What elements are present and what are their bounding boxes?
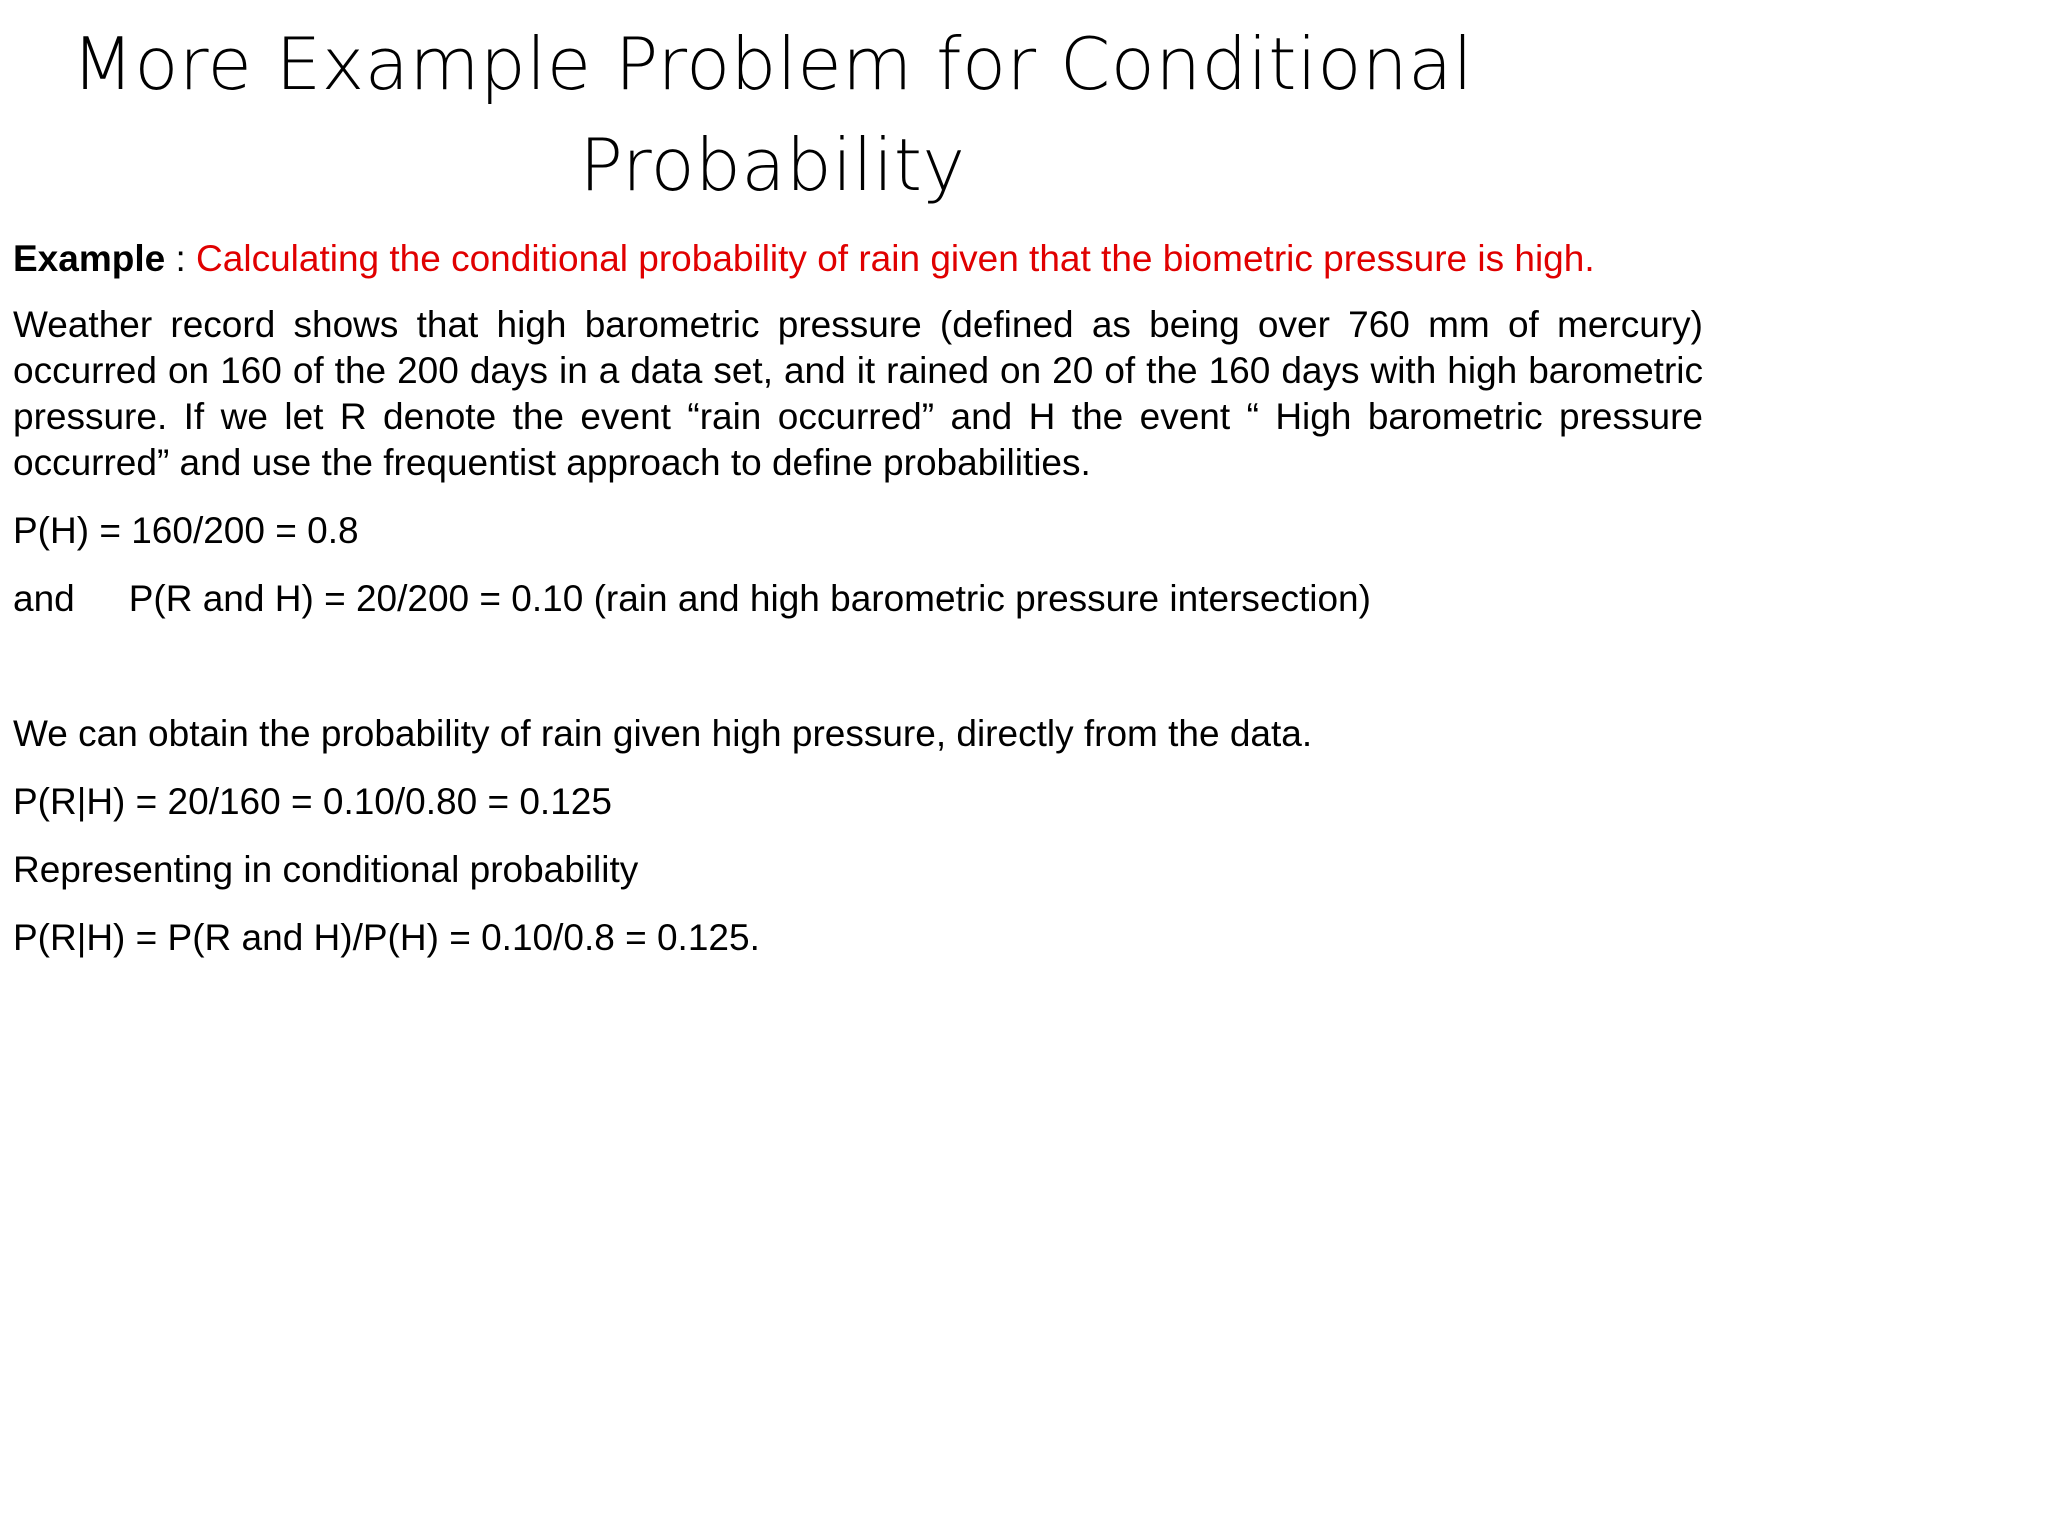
example-separator: :: [165, 238, 197, 279]
slide-title: [0, 14, 1545, 216]
title-line-2: Probability: [579, 123, 966, 207]
title-line-1: More Example Problem for Conditional: [71, 22, 1474, 106]
p-r-and-h-line: [13, 576, 1703, 622]
direct-from-data-text: We can obtain the probability of rain given high pressure, directly from the data.: [13, 713, 1313, 754]
and-label: and: [13, 578, 75, 619]
p-r-given-h-formula: P(R|H) = P(R and H)/P(H) = 0.10/0.8 = 0.125.: [13, 917, 760, 958]
slide-content: [13, 236, 1703, 961]
example-label: Example: [13, 238, 166, 279]
example-paragraph: [13, 236, 1703, 282]
p-r-given-h-direct: P(R|H) = 20/160 = 0.10/0.80 = 0.125: [13, 781, 612, 822]
representing-text: Representing in conditional probability: [13, 849, 639, 890]
p-r-and-h-equation: P(R and H) = 20/200 = 0.10 (rain and high barometric pressure intersection): [128, 578, 1371, 619]
p-h-equation: P(H) = 160/200 = 0.8: [13, 510, 359, 551]
example-statement: Calculating the conditional probability of rain given that the biometric pressure is high.: [196, 238, 1595, 279]
weather-record-paragraph: Weather record shows that high barometric pressure (defined as being over 760 mm of mercury) occurred on 160 of the 200 days in a data set, and it rained on 20 of the 160 days with high barometric pressure. If we let R denote the event “rain occurred” and H the event “ High barometric pressure occurred” and use the frequentist approach to define probabilities.: [13, 304, 1703, 483]
